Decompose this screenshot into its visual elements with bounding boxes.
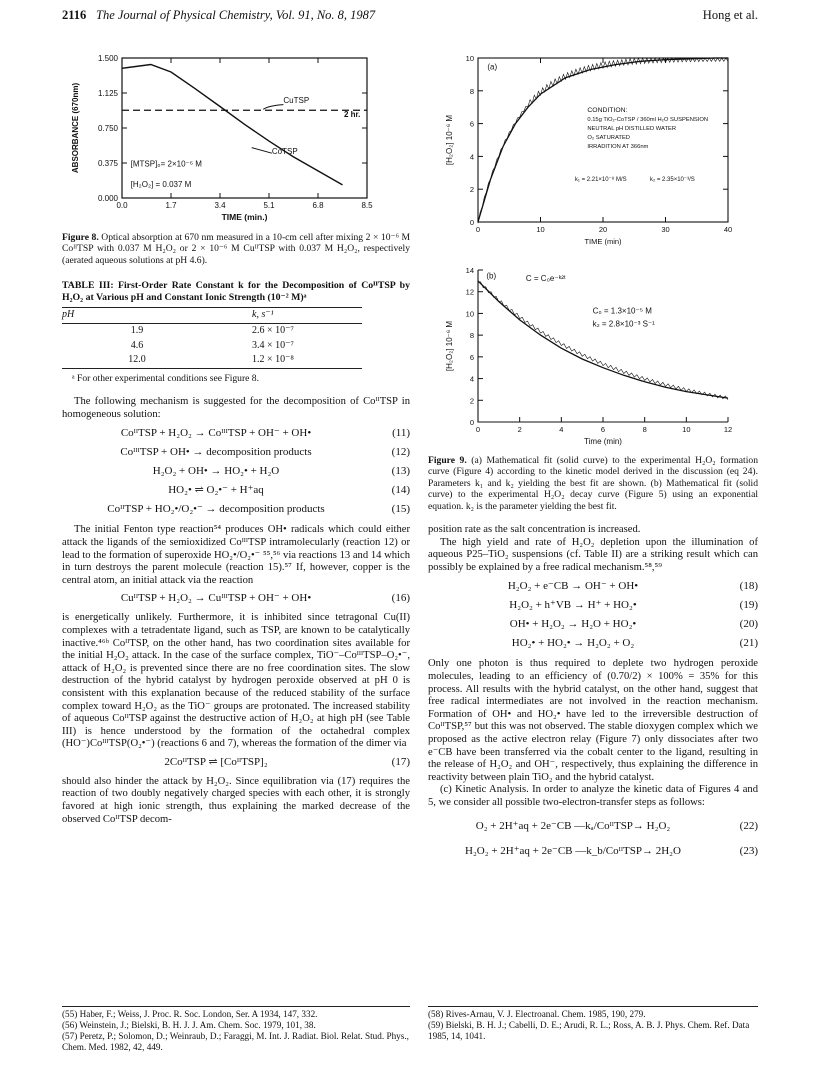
cotsp-label: CoTSP [271, 147, 298, 157]
equation-text: H₂O₂ + OH• → HO₂• + H₂O [152, 465, 280, 478]
equation-number: (16) [391, 592, 410, 605]
x-tick-label: 2 [517, 425, 522, 434]
y-tick-label: 4 [469, 374, 474, 384]
plot-frame [122, 58, 367, 198]
equation-number: (11) [392, 427, 410, 440]
y-tick-label: 1.500 [97, 54, 118, 63]
y-tick-label: 10 [465, 54, 474, 63]
y-tick-label: 8 [469, 331, 474, 341]
table-3-title: TABLE III: First-Order Rate Constant k for the Decomposition of CoᴵᴵTSP by H₂O₂ at Various pH and Constant Ionic Strength (10⁻² M)ᵃ [62, 280, 410, 303]
equation [62, 590, 410, 609]
y-tick-label: 2 [469, 396, 474, 406]
figure-9a-chart [428, 50, 758, 260]
condition-line: NEUTRAL pH DISTILLED WATER [587, 126, 677, 133]
y-tick-label: 0 [469, 218, 474, 227]
footnote: (56) Weinstein, J.; Bielski, B. H. J. J. Am. Chem. Soc. 1979, 101, 38. [62, 1020, 316, 1030]
figure-8-chart [62, 50, 410, 230]
experimental-trace [478, 282, 728, 400]
table-cell: 3.4 × 10⁻⁷ [252, 339, 294, 351]
x-tick-label: 3.4 [214, 201, 226, 210]
equation-number: (12) [391, 446, 410, 459]
condition-line: CONDITION: [587, 107, 628, 115]
equation-block [428, 578, 758, 654]
table-row [62, 339, 362, 354]
y-tick-label: 4 [469, 152, 474, 162]
x-tick-label: 8.5 [361, 201, 373, 210]
y-tick-label: 1.125 [97, 89, 118, 98]
equation [62, 501, 410, 520]
footnote: (59) Bielski, B. H. J.; Cabelli, D. E.; Arudi, R. L.; Ross, A. B. J. Phys. Chem. Ref. Data 1985, 14, 1041. [428, 1020, 750, 1041]
figure-8-caption [62, 232, 410, 266]
figure-9-caption [428, 455, 758, 512]
x-tick-label: 0.0 [116, 201, 128, 210]
page-number: 2116 [62, 8, 87, 22]
figure-8-label: Figure 8. [62, 232, 99, 243]
figure-9-label: Figure 9. [428, 455, 467, 466]
running-authors: Hong et al. [702, 8, 758, 22]
x-tick-label: 5.1 [263, 201, 275, 210]
x-tick-label: 4 [559, 425, 564, 434]
y-tick-label: 0.750 [97, 124, 118, 133]
footnote: (58) Rives-Arnau, V. J. Electroanal. Chem. 1985, 190, 279. [428, 1009, 646, 1019]
equation-text: CoᴵᴵTSP + HO₂•/O₂•⁻ → decomposition products [107, 503, 325, 516]
x-tick-label: 1.7 [165, 201, 177, 210]
x-tick-label: 6.8 [312, 201, 324, 210]
y-tick-label: 10 [465, 309, 474, 319]
paragraph: Only one photon is thus required to deplete two hydrogen peroxide molecules, leading to an efficiency of (0.70/2) × 100% = 35% for this process. All results with the hybrid catalyst, on the other hand, suggest that free radical intermediates are not involved in the reaction mechanism. Formation of OH• and HO₂• have led to the irreversible destruction of CoᴵᴵTSP,⁵⁷ but this was not observed. The stable dioxygen complex which we proposed as the active electron relay (Figure 7) only dissociates after two e⁻CB have been transferred via the cobalt center to the ligand, resulting in the release of H₂O₂ and OH⁻, respectively, thus explaining the difference in reactivity between plain TiO₂ and the hybrid catalyst. [428, 658, 758, 783]
paragraph: The high yield and rate of H₂O₂ depletion upon the illumination of aqueous P25–TiO₂ suspensions (cf. Table II) are a striking result which can possibly be explained by a free radical mechanism.⁵⁸,⁵⁹ [428, 536, 758, 573]
equation-number: (20) [739, 618, 758, 631]
y-tick-label: 6 [469, 119, 474, 129]
paragraph: The initial Fenton type reaction⁵⁴ produces OH• radicals which could either attack the ligands of the semioxidized CoᴵᴵᴵTSP intramolecularly (reaction 12) or lead to the formation of superoxide HO₂•/O₂•⁻ ⁵⁵,⁵⁶ via reactions 13 and 14 which in turn destroys the parent molecule (reaction 15).⁵⁷ If, however, copper is the central atom, an initial attack via the reaction [62, 524, 410, 586]
fit-curve [478, 281, 728, 398]
k2-label: k₂ = 2.35×10⁻³/S [649, 177, 695, 183]
x-tick-label: 8 [642, 425, 647, 434]
equation-text: CoᴵᴵᴵTSP + OH• → decomposition products [120, 446, 312, 459]
paragraph: position rate as the salt concentration is increased. [428, 524, 641, 536]
left-footnotes [62, 1006, 410, 1053]
plot-axes [478, 270, 728, 422]
table-3-footnote: ᵃ For other experimental conditions see Figure 8. [72, 372, 259, 384]
y-tick-label: 8 [469, 86, 474, 96]
paragraph: The following mechanism is suggested for the decomposition of CoᴵᴵTSP in homogeneous solution: [62, 396, 410, 420]
x-tick-label: 10 [536, 225, 545, 234]
equation-block [62, 425, 410, 520]
table-row [62, 324, 362, 339]
equation-text: H₂O₂ + e⁻CB → OH⁻ + OH• [507, 580, 639, 593]
x-axis-label: TIME (min.) [221, 212, 268, 222]
equation [62, 444, 410, 463]
equation-number: (22) [739, 819, 758, 832]
x-axis-label: TIME (min) [584, 237, 622, 246]
x-axis-label: Time (min) [584, 437, 622, 446]
equation [428, 635, 758, 654]
equation [428, 616, 758, 635]
table-3 [62, 307, 362, 368]
y-tick-label: 12 [465, 287, 474, 297]
y-axis-label: [H₂O₂] 10⁻⁶ M [445, 114, 454, 166]
k1-label: k₁ = 2.21×10⁻⁸ M/S [574, 177, 627, 183]
y-tick-label: 6 [469, 352, 474, 362]
equation-number: (21) [739, 637, 758, 650]
equation-number: (18) [739, 580, 758, 593]
equation-number: (13) [391, 465, 410, 478]
journal-title: The Journal of Physical Chemistry, Vol. 91, No. 8, 1987 [96, 8, 376, 22]
panel-label: (a) [487, 62, 498, 72]
equation-text: H₂O₂ + 2H⁺aq + 2e⁻CB —k_b/CoᴵᴵTSP→ 2H₂O [465, 844, 681, 857]
x-tick-label: 0 [475, 425, 481, 434]
equation [62, 463, 410, 482]
equation-number: (15) [391, 503, 410, 516]
equation-text: HO₂• ⇌ O₂•⁻ + H⁺aq [168, 484, 264, 497]
right-column [428, 50, 758, 868]
y-tick-label: 2 [469, 185, 474, 195]
equation-text: H₂O₂ + h⁺VB → H⁺ + HO₂• [509, 599, 637, 612]
equation-text: CoᴵᴵTSP + H₂O₂ → CoᴵᴵᴵTSP + OH⁻ + OH• [120, 427, 312, 440]
c0-label: C₀ = 1.3×10⁻⁵ M [592, 306, 652, 316]
equation-text: CuᴵᴵTSP + H₂O₂ → CuᴵᴵᴵTSP + OH⁻ + OH• [120, 592, 312, 605]
footnote: (55) Haber, F.; Weiss, J. Proc. R. Soc. London, Ser. A 1934, 147, 332. [62, 1009, 318, 1019]
equation [428, 843, 758, 862]
condition-line: 0.15g TiO₂-CoTSP / 360ml H₂O SUSPENSION [587, 117, 709, 124]
equation [62, 482, 410, 501]
paragraph: is energetically unlikely. Furthermore, it is inhibited since tetragonal Cu(II) complexes with a tetradentate ligand, such as TSP, are known to be catalytically inactive.⁴⁶ᵇ CoᴵᴵTSP, on the other hand, has two coordination sites available for the initial H₂O₂ attack. In the case of the surface complex, TiO⁻–CoᴵᴵᴵTSP–O₂•⁻, attack of H₂O₂ is prevented since there are no free coordination sites. The slow destruction of the hybrid catalyst by hydrogen peroxide observed at pH 0 is consistent with this explanation because of the reduced stability of the surface complex toward H₂O₂ as the TiO⁻ groups are protonated. The increased stability of aqueous CoᴵᴵTSP against the destructive action of H₂O₂ at high pH (see Table III) is hence understood by the formation of the octahedral complex (HO⁻)CoᴵᴵᴵTSP(O₂•⁻) (reactions 6 and 7), whereas the formation of the dimer via [62, 612, 410, 750]
condition-line: O₂ SATURATED [587, 135, 630, 142]
equation-number: (14) [391, 484, 410, 497]
equation-text: OH• + H₂O₂ → H₂O + HO₂• [509, 618, 637, 631]
y-tick-label: 0 [469, 418, 474, 427]
equation [62, 754, 410, 773]
y-axis-label: [H₂O₂] 10⁻⁶ M [445, 320, 454, 372]
h2o2-annotation: [H₂O₂] = 0.037 M [130, 179, 192, 189]
fit-equation: C = C₀e⁻ᵏ²ᵗ [525, 273, 566, 283]
paragraph: should also hinder the attack by H₂O₂. Since equilibration via (17) requires the reaction of two doubly negatively charged species with each other, it is strongly favored at high ionic strength, thus explaining the marked decrease of the observed CoᴵᴵTSP decom- [62, 775, 410, 825]
equation [62, 425, 410, 444]
x-tick-label: 0 [475, 225, 481, 234]
paragraph: (c) Kinetic Analysis. In order to analyze the kinetic data of Figures 4 and 5, we consider all possible two-electron-transfer steps as follows: [428, 784, 758, 808]
cotsp-pointer [252, 148, 272, 154]
x-tick-label: 6 [600, 425, 606, 434]
equation-text: 2CoᴵᴵTSP ⇌ [CoᴵᴵTSP]₂ [164, 755, 268, 768]
panel-label: (b) [486, 271, 497, 281]
two-hour-label: 2 hr. [343, 109, 361, 119]
equation-number: (19) [739, 599, 758, 612]
table-cell: 1.9 [130, 325, 144, 336]
equation-number: (23) [739, 844, 758, 857]
table-cell: 1.2 × 10⁻⁸ [252, 354, 294, 366]
x-tick-label: 40 [723, 225, 733, 234]
y-tick-label: 14 [465, 266, 474, 275]
right-footnotes [428, 1006, 758, 1042]
equation [428, 578, 758, 597]
footnote: (57) Peretz, P.; Solomon, D.; Weinraub, D.; Faraggi, M. Int. J. Radiat. Biol. Relat. Stud. Phys., Chem. Med. 1982, 42, 449. [62, 1031, 409, 1052]
mtsp-annotation: [MTSP]₀= 2×10⁻⁶ M [130, 159, 202, 169]
equation [428, 597, 758, 616]
x-tick-label: 20 [598, 225, 608, 234]
table-header-ph: pH [62, 309, 75, 321]
condition-line: IRRADITION AT 366nm [587, 144, 649, 151]
cutsp-label: CuTSP [283, 95, 310, 105]
y-tick-label: 0.000 [97, 194, 118, 203]
y-tick-label: 0.375 [97, 159, 118, 168]
table-row [62, 353, 362, 368]
x-tick-label: 10 [682, 425, 691, 434]
figure-9b-chart [428, 262, 758, 452]
x-tick-label: 12 [723, 425, 733, 434]
table-cell: 2.6 × 10⁻⁷ [252, 325, 294, 336]
table-cell: 4.6 [130, 339, 144, 351]
equation-number: (17) [391, 755, 410, 768]
equation-text: O₂ + 2H⁺aq + 2e⁻CB —kₐ/CoᴵᴵTSP→ H₂O₂ [475, 819, 671, 832]
figure-8-caption-text: Optical absorption at 670 nm measured in a 10-cm cell after mixing 2 × 10⁻⁶ M CoᴵᴵTSP with 0.037 M H₂O₂ or 2 × 10⁻⁶ M CuᴵᴵTSP with 0.037 M H₂O₂, respectively (aerated aqueous solutions at pH 4.6). [62, 232, 410, 266]
table-header-k: k, s⁻¹ [252, 309, 274, 321]
left-column [62, 50, 410, 826]
y-axis-label: ABSORBANCE (670nm) [71, 82, 80, 174]
equation [428, 818, 758, 837]
table-cell: 12.0 [128, 354, 146, 366]
equation-text: HO₂• + HO₂• → H₂O₂ + O₂ [511, 637, 635, 650]
page-header [62, 8, 758, 28]
figure-9-caption-text: (a) Mathematical fit (solid curve) to the experimental H₂O₂ formation curve (Figure 4) according to the kinetic model derived in the discussion (eq 24). Parameters k₁ and k₂ yielding the best fit are shown. (b) Mathematical fit (solid curve) to the experimental H₂O₂ decay curve (Figure 5) using an exponential equation. k₂ is the parameter yielding the best fit. [428, 455, 758, 512]
x-tick-label: 30 [661, 225, 670, 234]
k2-label: k₂ = 2.8×10⁻³ S⁻¹ [592, 319, 655, 329]
cutsp-pointer [263, 105, 283, 110]
